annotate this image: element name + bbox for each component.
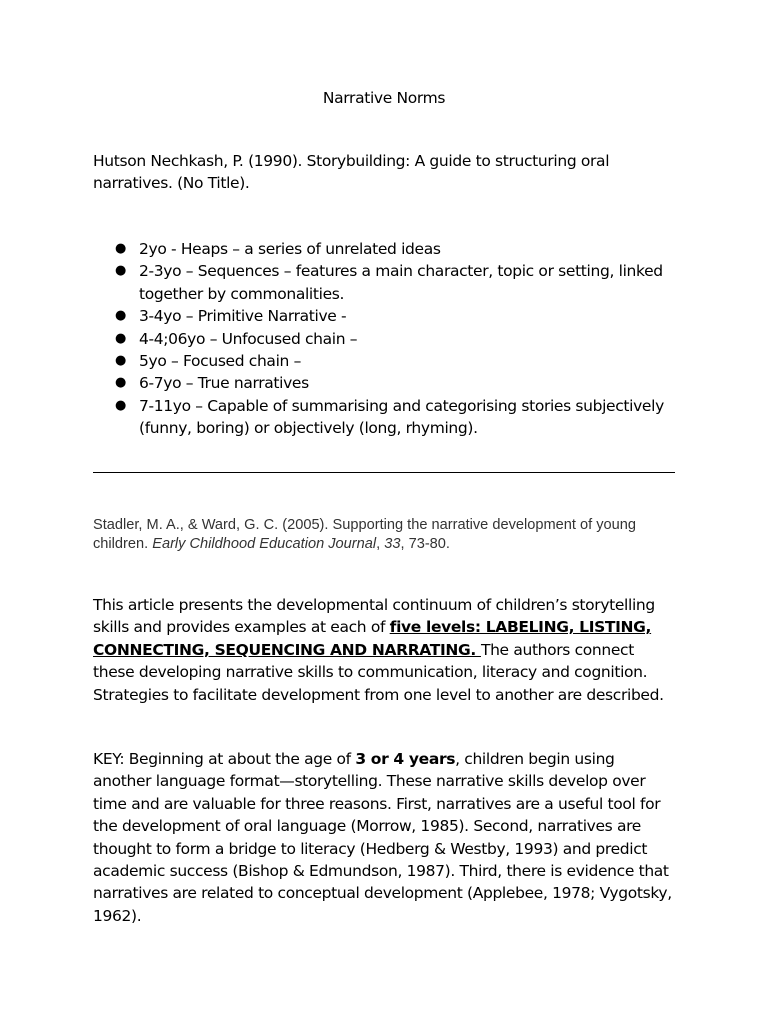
list-item-text: 3-4yo – Primitive Narrative -: [139, 307, 347, 326]
document-title: Narrative Norms: [322, 89, 446, 107]
list-item-text: 5yo – Focused chain –: [139, 352, 301, 371]
reference-pages: , 73-80.: [400, 535, 450, 552]
reference-separator: ,: [376, 535, 385, 552]
abstract-paragraph: [93, 594, 675, 706]
reference-volume: 33: [384, 535, 401, 552]
abstract-rest: The authors connect these developing narrative skills to communication, literacy and cognition. Strategies to facilitate development from one level to another are described.: [93, 640, 664, 704]
bullet-icon: ●: [115, 330, 126, 346]
list-item-text: 7-11yo – Capable of summarising and categorising stories subjectively (funny, boring) or objectively (long, rhyming).: [139, 396, 664, 438]
list-item-text: 6-7yo – True narratives: [139, 374, 309, 393]
abstract-intro: This article presents the developmental continuum of children’s storytelling skills and provides examples at each of: [93, 596, 655, 637]
reference-journal: Early Childhood Education Journal: [152, 535, 377, 552]
bullet-icon: ●: [115, 308, 126, 324]
key-paragraph: [93, 748, 675, 927]
bullet-icon: ●: [115, 241, 126, 256]
bullet-icon: ●: [115, 263, 126, 279]
reference-stadler-ward: [93, 516, 683, 553]
list-item: [93, 372, 675, 394]
bullet-icon: ●: [115, 397, 126, 413]
list-item: [93, 305, 675, 327]
list-item: [93, 350, 675, 372]
reference-hutson-nechkash: Hutson Nechkash, P. (1990). Storybuilding: A guide to structuring oral narratives. (No Title).: [93, 152, 610, 193]
key-age-bold: 3 or 4 years: [355, 750, 456, 768]
horizontal-divider: [93, 472, 675, 473]
bullet-icon: ●: [115, 375, 126, 391]
key-rest: , children begin using another language format—storytelling. These narrative skills develop over time and are valuable for three reasons. First, narratives are a useful tool for the development of oral language (Morrow, 1985). Second, narratives are thought to form a bridge to literacy (Hedberg & Westby, 1993) and predict academic success (Bishop & Edmundson, 1987). Third, there is evidence that narratives are related to conceptual development (Applebee, 1978; Vygotsky, 1962).: [93, 750, 672, 925]
key-intro: KEY: Beginning at about the age of: [93, 750, 356, 768]
list-item: [93, 395, 675, 440]
list-item: [93, 328, 675, 350]
list-item-text: 2-3yo – Sequences – features a main character, topic or setting, linked together by commonalities.: [139, 262, 663, 303]
list-item-text: 2yo - Heaps – a series of unrelated ideas: [139, 240, 441, 258]
list-item-text: 4-4;06yo – Unfocused chain –: [139, 329, 358, 348]
bullet-icon: ●: [115, 353, 126, 369]
list-item: [93, 260, 675, 305]
reference-authors-title: Stadler, M. A., & Ward, G. C. (2005). Supporting the narrative development of young children.: [93, 517, 636, 552]
narrative-norms-list: [93, 238, 675, 440]
abstract-levels-emphasis: five levels: LABELING, LISTING, CONNECTING, SEQUENCING AND NARRATING.: [93, 618, 652, 659]
list-item: [93, 238, 675, 260]
